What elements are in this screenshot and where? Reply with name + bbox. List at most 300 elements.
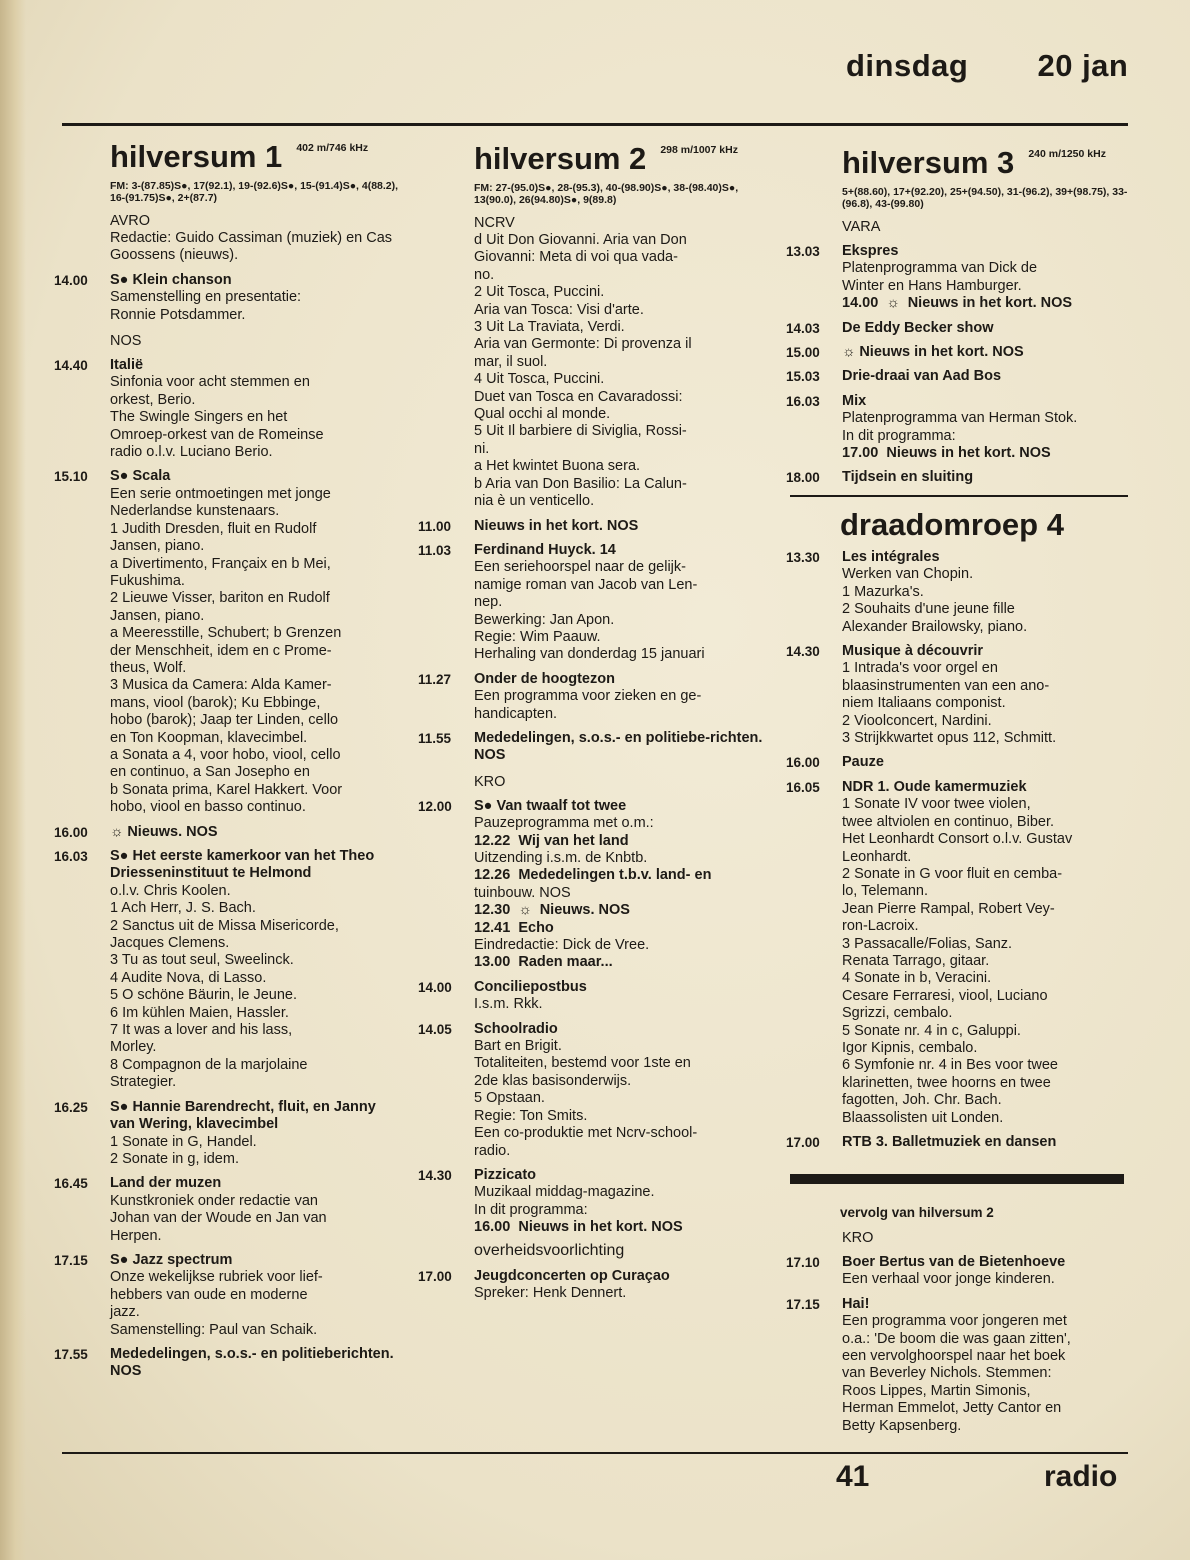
program-detail-line: 1 Mazurka's. — [842, 583, 924, 600]
station-name: hilversum 2 — [474, 141, 647, 176]
station-frequency: 298 m/1007 kHz — [660, 144, 738, 156]
program-body — [474, 730, 770, 765]
program-detail-line: 2 Sonate in g, idem. — [110, 1150, 239, 1167]
program-detail-line: Jean Pierre Rampal, Robert Vey- — [842, 900, 1055, 917]
program-detail-line: I.s.m. Rkk. — [474, 996, 543, 1013]
program-entry — [418, 518, 770, 535]
program-detail-line: radio. — [474, 1142, 511, 1159]
program-time: 17.10 — [786, 1255, 820, 1270]
program-detail-line: 4 Audite Nova, di Lasso. — [110, 969, 267, 986]
program-entry — [418, 798, 770, 972]
program-detail-line: 6 Symfonie nr. 4 in Bes voor twee — [842, 1057, 1058, 1074]
program-title: S● Jazz spectrum — [110, 1251, 233, 1268]
program-detail-line: Herman Emmelot, Jetty Cantor en — [842, 1400, 1062, 1417]
station-name: hilversum 3 — [842, 145, 1015, 180]
program-detail-line: Sinfonia voor acht stemmen en — [110, 374, 310, 391]
program-body — [110, 824, 404, 841]
program-time: 16.03 — [786, 393, 820, 409]
broadcaster-label: NOS — [110, 333, 142, 350]
program-detail-line: fagotten, Joh. Chr. Bach. — [842, 1092, 1002, 1109]
program-body — [474, 979, 770, 1014]
station-name: hilversum 1 — [110, 139, 283, 174]
program-detail-line: Strategier. — [110, 1074, 177, 1091]
program-detail-line: Een programma voor zieken en ge- — [474, 688, 702, 705]
program-detail-line: klarinetten, twee hoorns en twee — [842, 1074, 1051, 1091]
program-detail-line: en Ton Koopman, klavecimbel. — [110, 729, 308, 746]
text-line: d Uit Don Giovanni. Aria van Don — [474, 232, 687, 248]
program-entry — [786, 1296, 1131, 1435]
program-time: 16.25 — [54, 1099, 88, 1115]
program-detail-line: a Sonata a 4, voor hobo, viool, cello — [110, 746, 341, 763]
program-entry — [786, 549, 1131, 636]
program-detail-line: 3 Passacalle/Folias, Sanz. — [842, 935, 1013, 952]
program-title: Schoolradio — [474, 1020, 558, 1037]
text-line: Aria van Germonte: Di provenza il — [474, 336, 692, 353]
program-title: Conciliepostbus — [474, 978, 587, 995]
program-detail-line: Johan van der Woude en Jan van — [110, 1210, 327, 1227]
program-detail-line: In dit programma: — [474, 1201, 588, 1218]
program-detail-line: jazz. — [110, 1304, 140, 1321]
program-time: 14.30 — [786, 644, 820, 660]
program-body — [474, 671, 770, 723]
program-title: S● Hannie Barendrecht, fluit, en Janny van Wering, klavecimbel — [110, 1098, 376, 1133]
page-gutter — [0, 0, 26, 1560]
program-time: 11.55 — [418, 730, 452, 746]
program-detail-line: radio o.l.v. Luciano Berio. — [110, 444, 273, 461]
program-title: Musique à découvrir — [842, 643, 984, 660]
program-entry — [786, 469, 1131, 486]
program-body — [842, 320, 1131, 337]
program-detail-line: mans, viool (barok); Ku Ebbinge, — [110, 694, 321, 711]
program-title: Drie-draai van Aad Bos — [842, 368, 1002, 385]
program-detail-line: 1 Intrada's voor orgel en — [842, 660, 998, 677]
program-title: Mededelingen, s.o.s.- en politieberichten. NOS — [110, 1345, 394, 1380]
program-list — [54, 357, 404, 1381]
program-time: 16.05 — [786, 779, 820, 795]
program-title: Italië — [110, 357, 144, 374]
program-detail-line: van Beverley Nichols. Stemmen: — [842, 1365, 1052, 1382]
section-footer-label: radio — [1044, 1460, 1118, 1493]
program-list — [786, 1254, 1131, 1435]
program-detail-line: Betty Kapsenberg. — [842, 1417, 962, 1434]
section-bar — [790, 1174, 1124, 1184]
station-name: draadomroep 4 — [840, 507, 1064, 542]
program-entry — [786, 754, 1131, 771]
text-line: a Het kwintet Buona sera. — [474, 458, 641, 475]
program-detail-line: 1 Sonate IV voor twee violen, — [842, 796, 1031, 813]
program-title: S● Klein chanson — [110, 271, 232, 288]
fm-frequencies: 5+(88.60), 17+(92.20), 25+(94.50), 31-(96.2), 39+(98.75), 33-(96.8), 43-(99.80) — [842, 186, 1128, 210]
program-body — [474, 1167, 770, 1237]
program-entry — [54, 1175, 404, 1245]
program-entry — [54, 272, 404, 324]
program-list — [786, 243, 1131, 487]
program-detail-line: Nederlandse kunstenaars. — [110, 503, 280, 520]
program-detail-line: orkest, Berio. — [110, 391, 196, 408]
program-detail-line: 7 It was a lover and his lass, — [110, 1022, 293, 1039]
program-detail-line: theus, Wolf. — [110, 659, 187, 676]
program-detail-line: blaasinstrumenten van een ano- — [842, 677, 1050, 694]
program-entry — [786, 1134, 1131, 1151]
column-vervolg — [786, 1186, 1131, 1435]
program-time: 17.00 — [786, 1135, 820, 1150]
broadcaster-label: KRO — [842, 1230, 874, 1246]
program-detail-line: 3 Musica da Camera: Alda Kamer- — [110, 677, 332, 694]
program-title: RTB 3. Balletmuziek en dansen — [842, 1134, 1057, 1150]
program-time: 15.03 — [786, 369, 820, 385]
program-detail-line: Renata Tarrago, gitaar. — [842, 952, 990, 969]
station-title-hilversum-1 — [110, 140, 404, 174]
program-title: Pauze — [842, 754, 884, 771]
program-detail-line: twee altviolen en continuo, Biber. — [842, 813, 1054, 830]
program-detail-line: Kunstkroniek onder redactie van — [110, 1192, 318, 1209]
program-title: Mededelingen, s.o.s.- en politiebe-richten. NOS — [474, 729, 763, 764]
program-title: Onder de hoogtezon — [474, 670, 615, 687]
program-detail-line: 12.26 Mededelingen t.b.v. land- en — [474, 867, 712, 884]
program-detail-line: Herhaling van donderdag 15 januari — [474, 646, 705, 663]
program-detail-line: 4 Sonate in b, Veracini. — [842, 970, 992, 987]
text-line: Qual occhi al monde. — [474, 406, 611, 423]
program-detail-line: Jansen, piano. — [110, 607, 205, 624]
text-line: Duet van Tosca en Cavaradossi: — [474, 388, 683, 405]
program-detail-line: The Swingle Singers en het — [110, 409, 288, 426]
program-body — [842, 243, 1131, 313]
program-detail-line: een vervolghoorspel naar het boek — [842, 1348, 1066, 1365]
program-detail-line: nep. — [474, 594, 503, 611]
program-body — [842, 1254, 1131, 1289]
program-detail-line: Regie: Ton Smits. — [474, 1107, 588, 1124]
program-body — [842, 549, 1131, 636]
program-title: Ekspres — [842, 243, 899, 259]
program-detail-line: Pauzeprogramma met o.m.: — [474, 815, 654, 832]
program-detail-line: 2 Sanctus uit de Missa Misericorde, — [110, 917, 339, 934]
program-detail-line: o.l.v. Chris Koolen. — [110, 882, 231, 899]
program-body — [110, 272, 404, 324]
program-detail-line: Bewerking: Jan Apon. — [474, 611, 615, 628]
program-entry — [418, 730, 770, 765]
program-detail-line: Jacques Clemens. — [110, 935, 230, 952]
column-draadomroep-4 — [786, 500, 1131, 1151]
program-detail-line: Blaassolisten uit Londen. — [842, 1109, 1004, 1126]
program-body — [842, 344, 1131, 361]
page-header — [846, 48, 1128, 84]
section-rule — [790, 495, 1128, 497]
program-detail-line: Spreker: Henk Dennert. — [474, 1284, 627, 1301]
program-entry — [54, 824, 404, 841]
top-rule — [62, 123, 1128, 126]
program-body — [474, 1021, 770, 1160]
program-title: De Eddy Becker show — [842, 319, 994, 336]
program-title: Hai! — [842, 1295, 870, 1312]
program-body — [110, 357, 404, 461]
program-title: Tijdsein en sluiting — [842, 469, 974, 486]
program-entry — [54, 1252, 404, 1339]
text-line: no. — [474, 266, 495, 283]
program-list — [54, 272, 404, 324]
program-body — [842, 754, 1131, 771]
program-entry — [418, 1268, 770, 1303]
program-body — [842, 779, 1131, 1127]
program-detail-line: a Meeresstille, Schubert; b Grenzen — [110, 625, 342, 642]
program-list — [786, 549, 1131, 1151]
text-line: nia è un venticello. — [474, 493, 595, 510]
program-time: 11.27 — [418, 671, 452, 687]
program-detail-line: Een co-produktie met Ncrv-school- — [474, 1125, 698, 1142]
program-title: S● Het eerste kamerkoor van het Theo Driesseninstituut te Helmond — [110, 848, 375, 882]
program-time: 16.45 — [54, 1176, 88, 1192]
program-time: 14.03 — [786, 320, 820, 336]
text-line: 4 Uit Tosca, Puccini. — [474, 371, 605, 388]
broadcaster-label: AVRO — [110, 213, 151, 229]
program-detail-line: In dit programma: — [842, 427, 956, 444]
program-detail-line: Roos Lippes, Martin Simonis, — [842, 1382, 1031, 1399]
program-detail-line: 12.22 Wij van het land — [474, 832, 629, 849]
page-number: 41 — [836, 1460, 870, 1493]
program-detail-line: Winter en Hans Hamburger. — [842, 277, 1022, 294]
program-title: S● Scala — [110, 468, 171, 485]
program-time: 14.00 — [418, 979, 452, 995]
program-detail-line: Een seriehoorspel naar de gelijk- — [474, 559, 686, 576]
program-detail-line: handicapten. — [474, 705, 558, 722]
program-body — [842, 368, 1131, 385]
column-hilversum-2 — [418, 142, 770, 1302]
section-label: overheidsvoorlichting — [474, 1241, 625, 1259]
text-line: 2 Uit Tosca, Puccini. — [474, 284, 605, 301]
header-day: dinsdag — [846, 48, 969, 83]
program-detail-line: hobo (barok); Jaap ter Linden, cello — [110, 712, 339, 729]
program-detail-line: b Sonata prima, Karel Hakkert. Voor — [110, 781, 343, 798]
program-entry — [418, 542, 770, 664]
program-body — [110, 1099, 404, 1169]
program-title: Ferdinand Huyck. 14 — [474, 541, 616, 558]
program-detail-line: Sgrizzi, cembalo. — [842, 1005, 953, 1022]
program-body — [842, 469, 1131, 486]
program-detail-line: Regie: Wim Paauw. — [474, 628, 601, 645]
program-time: 17.00 — [418, 1268, 452, 1284]
program-entry — [54, 357, 404, 461]
program-time: 11.00 — [418, 518, 452, 534]
program-entry — [786, 643, 1131, 747]
program-list — [418, 1268, 770, 1303]
vervolg-heading: vervolg van hilversum 2 — [840, 1205, 994, 1220]
text-line: 5 Uit Il barbiere di Siviglia, Rossi- — [474, 423, 687, 440]
program-detail-line: Jansen, piano. — [110, 538, 205, 555]
program-detail-line: Een programma voor jongeren met — [842, 1313, 1067, 1330]
program-body — [842, 393, 1131, 463]
program-detail-line: en continuo, a San Josepho en — [110, 764, 310, 781]
program-detail-line: 1 Judith Dresden, fluit en Rudolf — [110, 520, 317, 537]
program-detail-line: 2de klas basisonderwijs. — [474, 1072, 632, 1089]
text-line: ni. — [474, 440, 490, 457]
program-detail-line: 2 Vioolconcert, Nardini. — [842, 712, 992, 729]
program-title: Nieuws in het kort. NOS — [474, 517, 639, 534]
program-time: 11.03 — [418, 542, 452, 558]
program-detail-line: Alexander Brailowsky, piano. — [842, 618, 1028, 635]
program-detail-line: Samenstelling: Paul van Schaik. — [110, 1321, 318, 1338]
station-title-hilversum-2 — [474, 142, 770, 176]
program-time: 15.00 — [786, 345, 820, 361]
program-detail-line: 17.00 Nieuws in het kort. NOS — [842, 445, 1051, 462]
program-time: 14.00 — [54, 272, 88, 288]
program-detail-line: 13.00 Raden maar... — [474, 954, 613, 971]
program-detail-line: 2 Sonate in G voor fluit en cemba- — [842, 865, 1063, 882]
program-title: Jeugdconcerten op Curaçao — [474, 1267, 670, 1284]
program-time: 18.00 — [786, 470, 820, 486]
program-detail-line: Totaliteiten, bestemd voor 1ste en — [474, 1055, 691, 1072]
program-detail-line: Omroep-orkest van de Romeinse — [110, 426, 324, 443]
program-entry — [786, 368, 1131, 385]
program-detail-line: 3 Tu as tout seul, Sweelinck. — [110, 952, 294, 969]
program-detail-line: Uitzending i.s.m. de Knbtb. — [474, 850, 648, 866]
program-list — [418, 518, 770, 765]
program-body — [842, 1134, 1131, 1151]
bottom-rule — [62, 1452, 1128, 1454]
program-detail-line: 14.00 ☼ Nieuws in het kort. NOS — [842, 295, 1073, 312]
program-detail-line: 1 Ach Herr, J. S. Bach. — [110, 900, 256, 917]
program-detail-line: 5 O schöne Bäurin, le Jeune. — [110, 987, 298, 1004]
text-line: mar, il suol. — [474, 353, 548, 370]
program-list — [418, 798, 770, 1237]
program-detail-line: Herpen. — [110, 1227, 162, 1244]
program-time: 16.00 — [54, 824, 88, 840]
broadcaster-label: KRO — [474, 773, 506, 790]
program-body — [110, 468, 404, 816]
program-detail-line: Het Leonhardt Consort o.l.v. Gustav — [842, 831, 1073, 848]
program-entry — [786, 320, 1131, 337]
program-entry — [54, 1099, 404, 1169]
column-hilversum-1 — [54, 140, 404, 1381]
program-body — [110, 848, 404, 1092]
program-body — [474, 518, 770, 535]
program-detail-line: Leonhardt. — [842, 848, 912, 865]
program-time: 14.30 — [418, 1167, 452, 1183]
program-detail-line: 5 Sonate nr. 4 in c, Galuppi. — [842, 1022, 1021, 1039]
program-detail-line: hobo, viool en basso continuo. — [110, 799, 306, 816]
program-detail-line: o.a.: 'De boom die was gaan zitten', — [842, 1330, 1071, 1347]
program-entry — [786, 1254, 1131, 1289]
fm-frequencies: FM: 3-(87.85)S●, 17(92.1), 19-(92.6)S●, 15-(91.4)S●, 4(88.2), 16-(91.75)S●, 2+(87.7) — [110, 180, 399, 204]
program-detail-line: der Menschheit, idem en c Prome- — [110, 642, 332, 659]
program-detail-line: ron-Lacroix. — [842, 918, 919, 935]
station-title-hilversum-3 — [842, 146, 1131, 180]
program-detail-line: 3 Strijkkwartet opus 112, Schmitt. — [842, 730, 1057, 747]
program-title: S● Van twaalf tot twee — [474, 797, 627, 814]
program-detail-line: 6 Im kühlen Maien, Hassler. — [110, 1004, 289, 1021]
program-detail-line: 12.30 ☼ Nieuws. NOS — [474, 902, 630, 919]
program-title: Mix — [842, 392, 867, 409]
program-body — [474, 542, 770, 664]
program-detail-line: Samenstelling en presentatie: — [110, 289, 302, 306]
broadcaster-label: VARA — [842, 219, 881, 235]
program-body — [474, 798, 770, 972]
program-detail-line: Bart en Brigit. — [474, 1038, 562, 1055]
text-line: 3 Uit La Traviata, Verdi. — [474, 319, 625, 336]
program-title: ☼ Nieuws in het kort. NOS — [842, 344, 1024, 361]
text-line: Giovanni: Meta di voi qua vada- — [474, 249, 678, 266]
program-time: 15.10 — [54, 469, 88, 485]
program-entry — [786, 344, 1131, 361]
station-frequency: 240 m/1250 kHz — [1028, 148, 1106, 160]
program-detail-line: Muzikaal middag-magazine. — [474, 1184, 655, 1201]
program-entry — [418, 1167, 770, 1237]
program-time: 17.55 — [54, 1346, 88, 1362]
program-title: Les intégrales — [842, 549, 940, 565]
program-entry — [418, 979, 770, 1014]
program-entry — [54, 848, 404, 1092]
program-detail-line: 12.41 Echo — [474, 919, 554, 936]
program-title: ☼ Nieuws. NOS — [110, 823, 218, 840]
program-body — [842, 1296, 1131, 1435]
program-detail-line: Een verhaal voor jonge kinderen. — [842, 1271, 1055, 1288]
program-detail-line: Werken van Chopin. — [842, 566, 974, 583]
program-time: 13.30 — [786, 550, 820, 565]
program-time: 12.00 — [418, 798, 452, 814]
program-title: Boer Bertus van de Bietenhoeve — [842, 1254, 1066, 1270]
program-detail-line: 5 Opstaan. — [474, 1090, 545, 1107]
program-title: NDR 1. Oude kamermuziek — [842, 778, 1027, 795]
program-body — [110, 1252, 404, 1339]
station-frequency: 402 m/746 kHz — [296, 142, 369, 154]
program-detail-line: hebbers van oude en moderne — [110, 1286, 308, 1303]
program-detail-line: 16.00 Nieuws in het kort. NOS — [474, 1219, 683, 1236]
program-entry — [418, 671, 770, 723]
program-detail-line: 2 Lieuwe Visser, bariton en Rudolf — [110, 590, 330, 607]
program-time: 16.03 — [54, 849, 88, 864]
program-entry — [54, 1346, 404, 1381]
program-entry — [786, 243, 1131, 313]
program-entry — [418, 1021, 770, 1160]
program-time: 16.00 — [786, 755, 820, 771]
program-detail-line: tuinbouw. NOS — [474, 884, 571, 901]
program-body — [110, 1175, 404, 1245]
text-line: Aria van Tosca: Visi d'arte. — [474, 301, 644, 318]
program-detail-line: Fukushima. — [110, 572, 185, 589]
intro-text — [474, 232, 770, 511]
program-title: Pizzicato — [474, 1166, 537, 1183]
program-time: 14.05 — [418, 1021, 452, 1037]
program-entry — [54, 468, 404, 816]
program-body — [474, 1268, 770, 1303]
program-detail-line: Platenprogramma van Herman Stok. — [842, 410, 1078, 427]
program-detail-line: Platenprogramma van Dick de — [842, 260, 1038, 277]
program-detail-line: 1 Sonate in G, Handel. — [110, 1133, 257, 1150]
text-line: b Aria van Don Basilio: La Calun- — [474, 475, 687, 492]
intro-text: Redactie: Guido Cassiman (muziek) en Cas Goossens (nieuws). — [110, 230, 393, 264]
fm-frequencies: FM: 27-(95.0)S●, 28-(95.3), 40-(98.90)S●, 38-(98.40)S●, 13(90.0), 26(94.80)S●, 9(89.8) — [474, 182, 739, 206]
program-detail-line: niem Italiaans componist. — [842, 695, 1006, 712]
program-detail-line: Een serie ontmoetingen met jonge — [110, 485, 331, 502]
program-detail-line: namige roman van Jacob van Len- — [474, 576, 698, 593]
program-detail-line: Igor Kipnis, cembalo. — [842, 1039, 978, 1056]
column-hilversum-3 — [786, 146, 1131, 487]
program-title: Land der muzen — [110, 1175, 222, 1192]
program-time: 17.15 — [786, 1296, 820, 1312]
program-detail-line: Eindredactie: Dick de Vree. — [474, 937, 650, 954]
program-time: 13.03 — [786, 244, 820, 259]
program-detail-line: Onze wekelijkse rubriek voor lief- — [110, 1269, 323, 1286]
program-body — [110, 1346, 404, 1381]
broadcaster-label: NCRV — [474, 215, 515, 231]
program-detail-line: Ronnie Potsdammer. — [110, 306, 246, 323]
program-detail-line: 2 Souhaits d'une jeune fille — [842, 601, 1015, 618]
program-time: 17.15 — [54, 1252, 88, 1268]
program-detail-line: a Divertimento, Françaix en b Mei, — [110, 555, 331, 572]
program-detail-line: Morley. — [110, 1039, 157, 1056]
program-detail-line: lo, Telemann. — [842, 883, 928, 900]
header-date: 20 jan — [1037, 48, 1129, 83]
program-entry — [786, 779, 1131, 1127]
program-detail-line: 8 Compagnon de la marjolaine — [110, 1056, 308, 1073]
